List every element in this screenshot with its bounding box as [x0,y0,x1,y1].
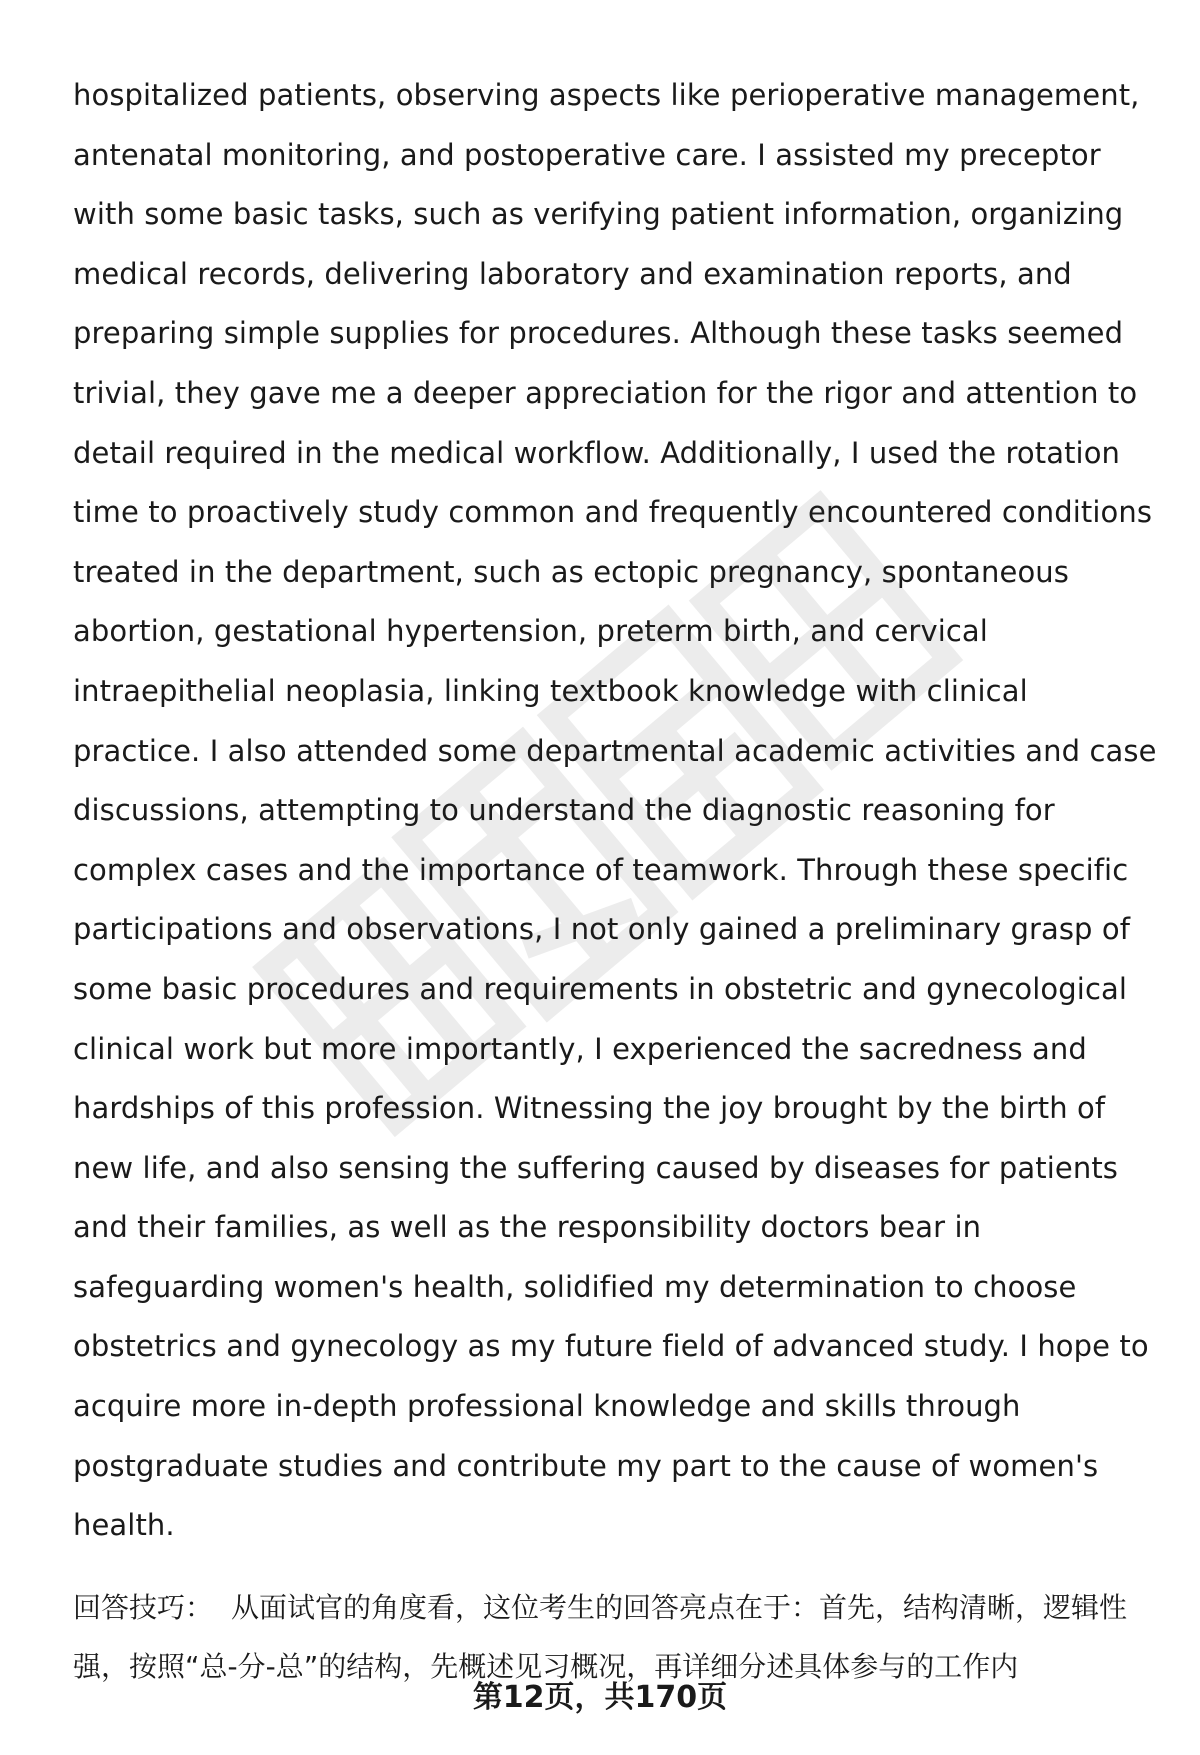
tips-text: 从面试官的角度看，这位考生的回答亮点在于：首先，结构清晰，逻辑性强，按照“总-分-总”的结构，先概述见习概况，再详细分述具体参与的工作内 [73,1590,1128,1684]
page-content [73,66,1163,1697]
page-number-footer: 第12页，共170页 [472,1680,728,1715]
answer-paragraph: hospitalized patients, observing aspects like perioperative management, antenatal monitoring, and postoperative care. I assisted my preceptor with some basic tasks, such as verifying patient information, organizing medical records, delivering laboratory and examination reports, and preparing simple supplies for procedures. Although these tasks seemed trivial, they gave me a deeper appreciation for the rigor and attention to detail required in the medical workflow. Additionally, I used the rotation time to proactively study common and frequently encountered conditions treated in the department, such as ectopic pregnancy, spontaneous abortion, gestational hypertension, preterm birth, and cervical intraepithelial neoplasia, linking textbook knowledge with clinical practice. I also attended some departmental academic activities and case discussions, attempting to understand the diagnostic reasoning for complex cases and the importance of teamwork. Through these specific participations and observations, I not only gained a preliminary grasp of some basic procedures and requirements in obstetric and gynecological clinical work but more importantly, I experienced the sacredness and hardships of this profession. Witnessing the joy brought by the birth of new life, and also sensing the suffering caused by diseases for patients and their families, as well as the responsibility doctors bear in safeguarding women's health, solidified my determination to choose obstetrics and gynecology as my future field of advanced study. I hope to acquire more in-depth professional knowledge and skills through postgraduate studies and contribute my part to the cause of women's health. [73,78,1157,1543]
tips-label: 回答技巧： [73,1590,214,1624]
